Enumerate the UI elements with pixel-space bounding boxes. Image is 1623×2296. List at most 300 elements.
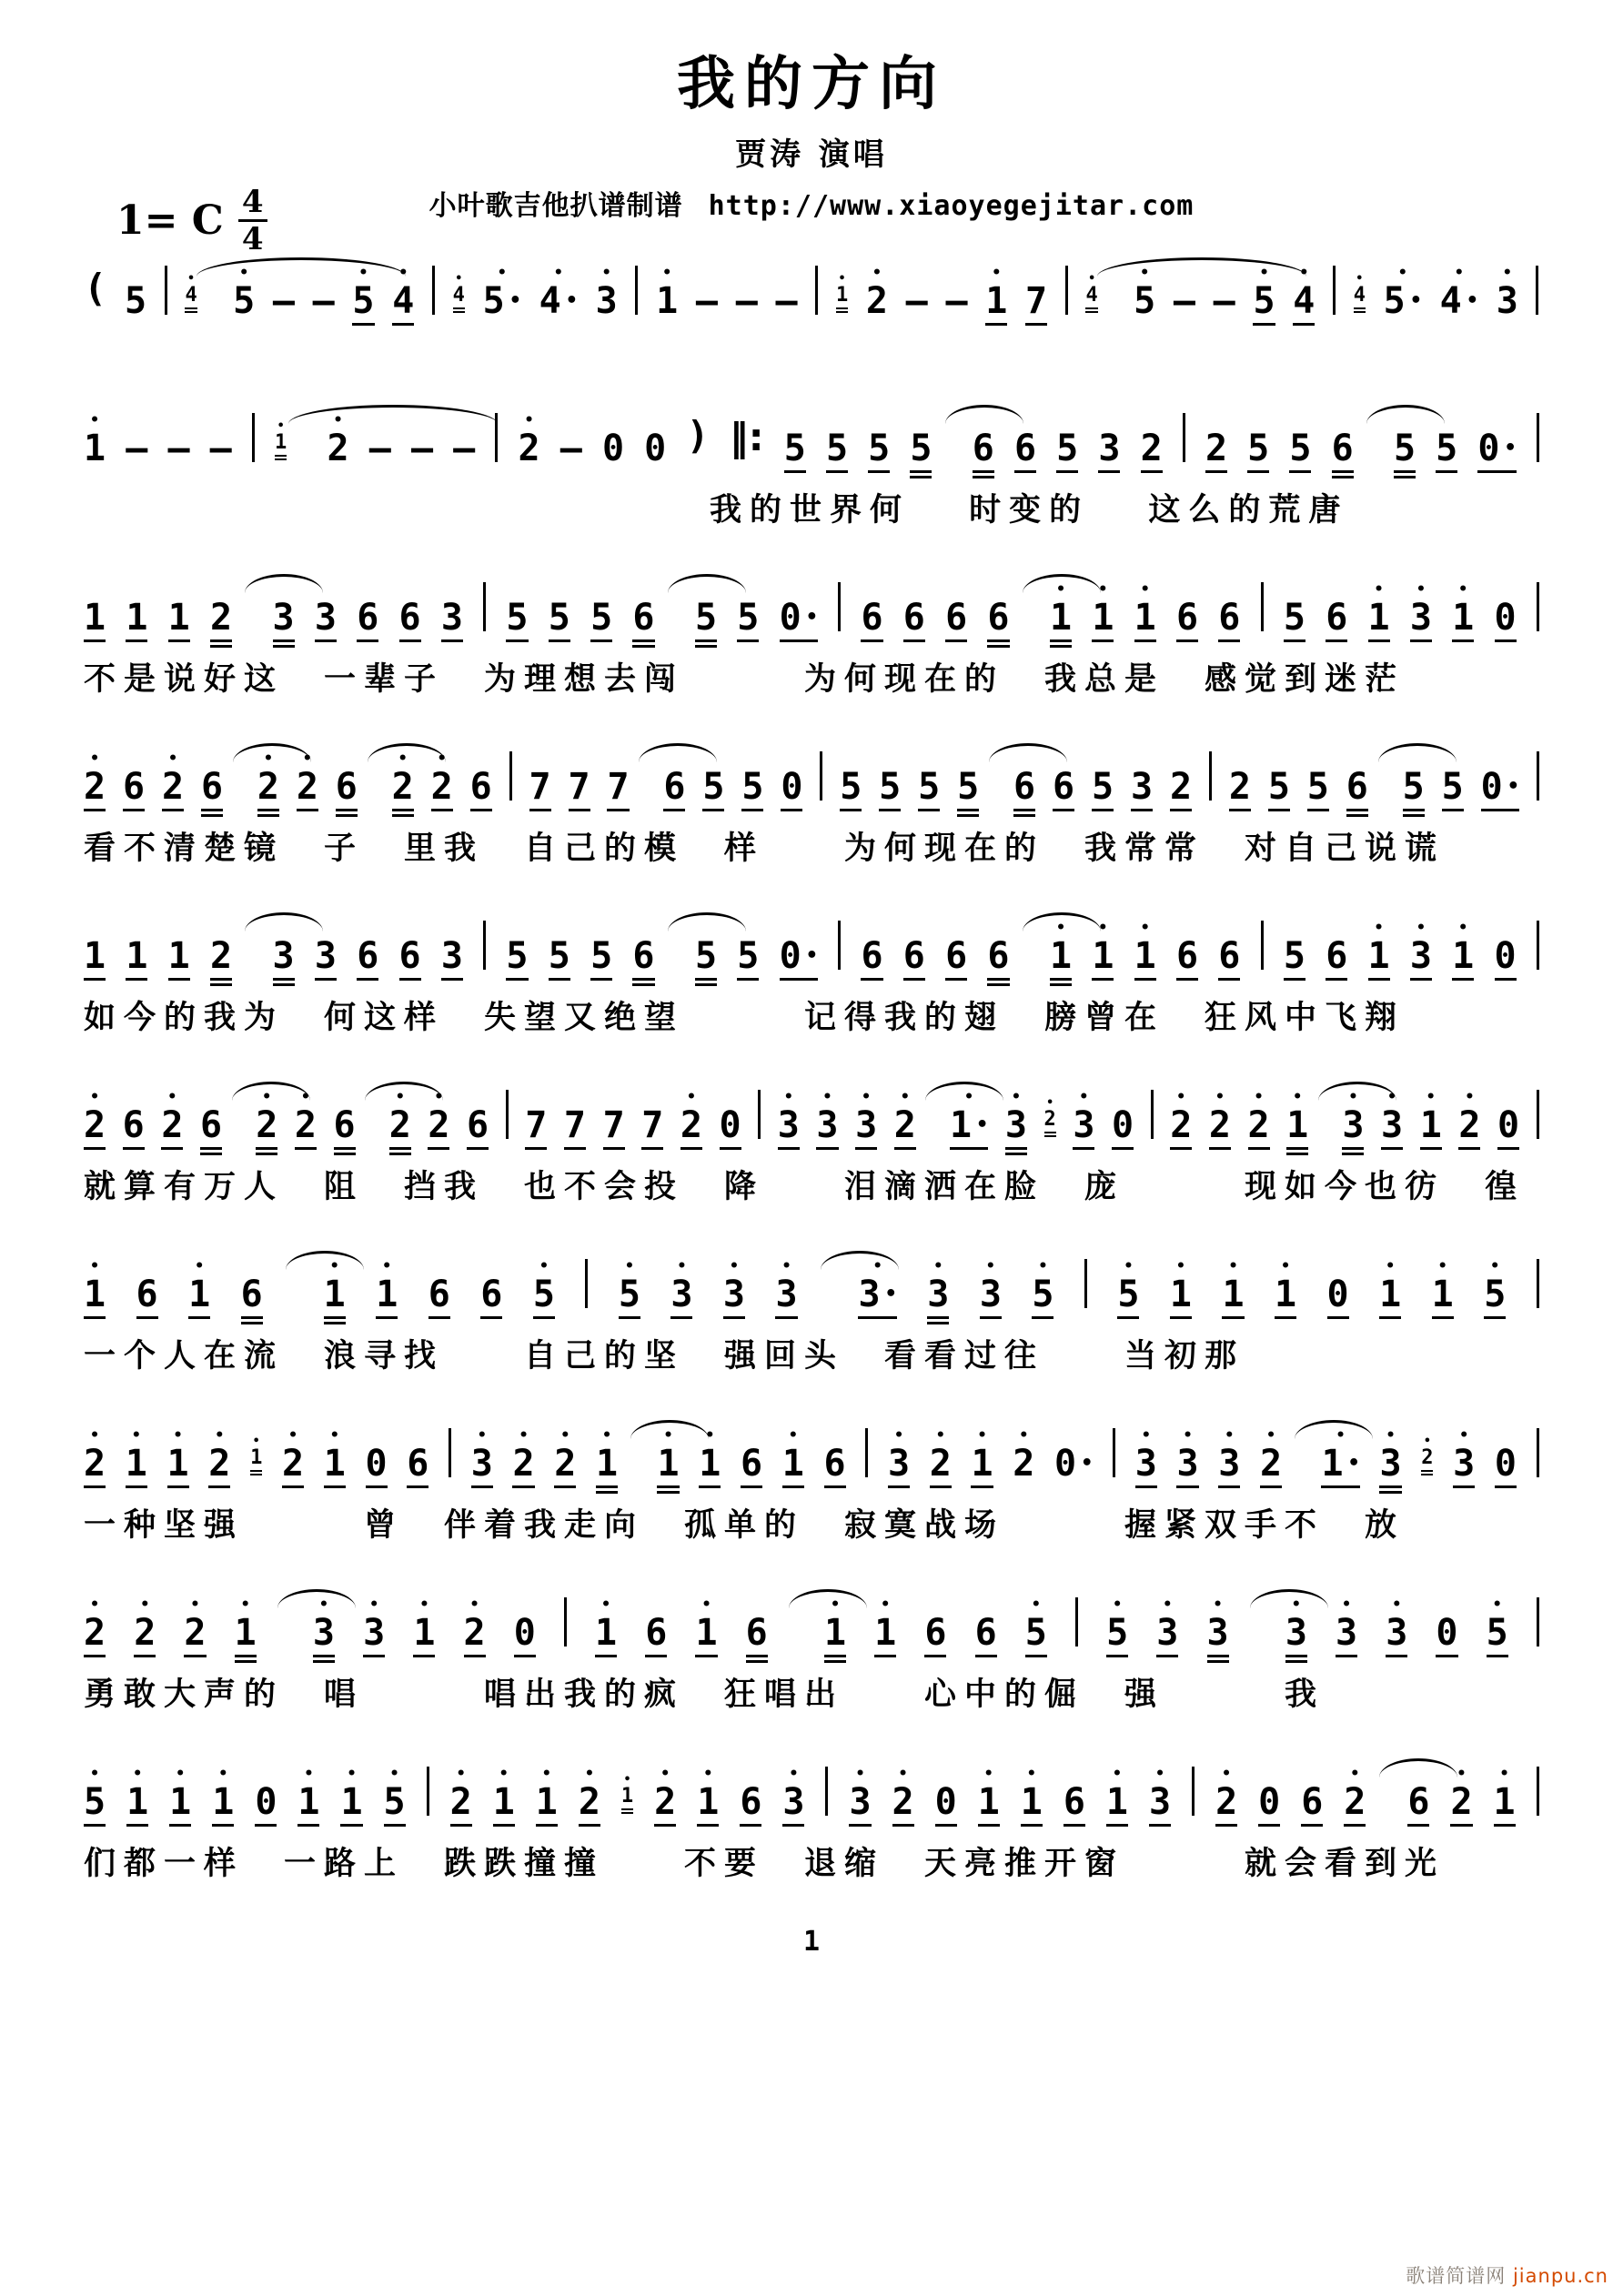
note xyxy=(720,1090,741,1158)
octave-dot: • xyxy=(893,1426,904,1445)
note xyxy=(1025,266,1047,334)
note-digit: 1 xyxy=(340,1781,363,1823)
note xyxy=(84,1090,106,1158)
note-digit: 1 xyxy=(596,1443,619,1485)
octave-dot: • xyxy=(1078,1088,1089,1106)
underline xyxy=(849,1824,871,1827)
underline xyxy=(824,1485,846,1488)
octave-dot: • xyxy=(186,272,196,286)
notation-row xyxy=(84,741,1539,820)
underline xyxy=(927,1316,949,1319)
note xyxy=(1248,1090,1270,1158)
underline-group xyxy=(167,1485,189,1496)
note xyxy=(1436,413,1457,481)
underline xyxy=(392,809,414,811)
underline-group xyxy=(1170,809,1192,820)
note xyxy=(512,1428,534,1496)
note-digit: 0 • xyxy=(779,935,818,977)
note xyxy=(824,1428,846,1496)
octave-dot: • xyxy=(333,411,343,429)
note xyxy=(1092,582,1114,650)
note-digit: 5 xyxy=(879,766,902,808)
duration-dash: – xyxy=(559,428,582,469)
octave-dot: • xyxy=(418,1596,429,1614)
note-digit: 2 xyxy=(578,1781,600,1823)
underline xyxy=(334,1153,356,1155)
underline xyxy=(1354,311,1366,313)
underline-group xyxy=(324,1485,346,1496)
underline xyxy=(506,639,528,642)
note xyxy=(529,751,551,820)
underline-group xyxy=(866,323,888,334)
octave-dot: • xyxy=(702,1765,713,1783)
note xyxy=(1394,413,1416,481)
note xyxy=(328,413,349,481)
note-digit: 6 xyxy=(469,766,492,808)
underline xyxy=(1170,809,1192,811)
lyrics-row: 看不清楚镜 子 里我 自己的模 样 为何现在的 我常常 对自己说谎 xyxy=(84,831,1446,867)
note-digit: 2 xyxy=(1215,1781,1238,1823)
octave-dot: • xyxy=(872,264,882,282)
underline xyxy=(1381,1147,1403,1150)
note xyxy=(780,582,818,650)
note-digit: 5 xyxy=(352,280,375,322)
octave-dot: • xyxy=(1031,1596,1042,1614)
underline xyxy=(168,978,190,981)
note-digit: 3 xyxy=(777,1104,800,1146)
octave-dot: • xyxy=(175,1765,186,1783)
augmentation-dot: • xyxy=(1466,289,1479,312)
note xyxy=(464,1597,486,1666)
note xyxy=(376,1259,398,1327)
underline-group xyxy=(1379,1316,1401,1327)
underline xyxy=(607,809,629,811)
underline-group xyxy=(987,639,1009,650)
note-digit: 5 xyxy=(1393,428,1416,469)
note-digit: 3 xyxy=(670,1274,693,1315)
underline xyxy=(536,1824,558,1827)
note xyxy=(1386,1597,1407,1666)
note-digit: 6 xyxy=(335,766,358,808)
note-digit: 2 xyxy=(518,428,540,469)
underline-group xyxy=(1432,1316,1454,1327)
note xyxy=(519,413,540,481)
underline xyxy=(84,809,106,811)
underline xyxy=(836,307,848,309)
octave-dot: • xyxy=(872,1257,883,1275)
watermark-site-name: 歌谱简谱网 xyxy=(1406,2265,1507,2287)
underline xyxy=(1407,1824,1429,1827)
note-digit: 3 xyxy=(1336,1612,1358,1654)
note-digit: 2 xyxy=(430,766,453,808)
octave-dot: • xyxy=(788,1426,799,1445)
underline xyxy=(1497,1147,1519,1150)
underline xyxy=(241,1316,263,1319)
barline xyxy=(1084,1259,1087,1308)
note-digit: 3 xyxy=(1218,1443,1241,1485)
underline xyxy=(861,978,882,981)
underline xyxy=(879,809,901,811)
underline xyxy=(1484,1316,1506,1319)
lyrics-row: 就算有万人 阻 挡我 也不会投 降 泪滴洒在脸 庞 现如今也彷 徨 xyxy=(84,1169,1526,1205)
underline-group xyxy=(1301,1824,1323,1835)
note-digit: 6 xyxy=(428,1274,450,1315)
note xyxy=(471,1428,493,1496)
underline-group xyxy=(1450,1824,1472,1835)
note xyxy=(1407,1767,1429,1835)
note-digit: 5 xyxy=(1484,1274,1507,1315)
underline-group xyxy=(1284,978,1305,989)
barline xyxy=(252,413,255,462)
note xyxy=(927,1259,949,1327)
underline-group xyxy=(210,978,232,989)
underline xyxy=(918,809,940,811)
underline-group xyxy=(1275,1316,1296,1327)
underline xyxy=(1477,470,1516,473)
note-digit: 1 xyxy=(323,1443,346,1485)
note xyxy=(697,1767,719,1835)
underline xyxy=(1354,307,1366,309)
note xyxy=(1336,1597,1357,1666)
underline xyxy=(1247,470,1269,473)
duration-dash: – xyxy=(312,280,335,322)
note xyxy=(632,582,654,650)
underline-group xyxy=(1384,323,1422,334)
note-digit: 0 xyxy=(1436,1612,1458,1654)
note xyxy=(208,1428,230,1496)
notation-row xyxy=(84,256,1539,334)
note xyxy=(1368,921,1390,989)
note-digit: 2 xyxy=(1458,1104,1481,1146)
note xyxy=(1170,1259,1192,1327)
underline xyxy=(136,1316,158,1319)
note xyxy=(210,582,232,650)
barline xyxy=(635,266,638,315)
time-signature xyxy=(238,186,267,255)
note xyxy=(903,582,925,650)
underline-group xyxy=(1258,1824,1280,1835)
underline-group xyxy=(644,470,666,481)
octave-dot: • xyxy=(1141,1426,1152,1445)
note xyxy=(824,1597,846,1666)
underline-group xyxy=(1050,639,1072,650)
octave-dot: • xyxy=(1492,1596,1503,1614)
octave-dot: • xyxy=(167,750,178,768)
note xyxy=(1112,1090,1134,1158)
underline-group xyxy=(1176,1485,1198,1496)
underline-group xyxy=(1494,1824,1516,1835)
underline-group xyxy=(564,1147,586,1158)
note xyxy=(200,1090,222,1158)
note-digit: 0 xyxy=(1326,1274,1349,1315)
underline xyxy=(1253,323,1275,326)
note-digit: 4 xyxy=(1353,284,1366,307)
note-digit: 3 xyxy=(1342,1104,1365,1146)
underline xyxy=(1170,1147,1192,1150)
underline-group xyxy=(1205,470,1227,481)
note xyxy=(1342,1090,1364,1158)
note-digit: 6 xyxy=(663,766,686,808)
underline xyxy=(1005,1153,1027,1155)
note-digit: 5 xyxy=(124,280,147,322)
underline xyxy=(1106,1655,1128,1657)
underline-group xyxy=(241,1316,263,1327)
octave-dot: • xyxy=(477,1426,488,1445)
underline-group xyxy=(376,1316,398,1327)
underline-group xyxy=(389,1147,411,1158)
octave-dot: • xyxy=(499,1765,509,1783)
note-digit: 2 xyxy=(281,1443,305,1485)
underline-group xyxy=(1253,323,1275,334)
note-digit: 3 xyxy=(272,935,295,977)
underline xyxy=(1289,470,1311,473)
octave-dot: • xyxy=(1259,264,1269,282)
underline xyxy=(1494,1824,1516,1827)
underline-group xyxy=(514,1655,536,1666)
note-digit: 3 xyxy=(775,1274,798,1315)
note-digit: 5 xyxy=(694,597,718,639)
note-digit: 1 xyxy=(1452,935,1475,977)
underline xyxy=(824,1660,846,1663)
underline-group xyxy=(1440,323,1478,334)
underline-group xyxy=(670,1316,692,1327)
note xyxy=(1289,413,1311,481)
underline xyxy=(874,1655,896,1657)
page-number: 1 xyxy=(802,1926,821,1958)
note-digit: 2 xyxy=(1450,1781,1473,1823)
underline-group xyxy=(169,1824,191,1835)
underline-group xyxy=(1354,307,1366,314)
octave-dot: • xyxy=(1123,1257,1134,1275)
underline-group xyxy=(1025,323,1047,334)
underline-group xyxy=(1005,1147,1027,1158)
octave-dot: • xyxy=(1183,1426,1193,1445)
underline-group xyxy=(428,1147,449,1158)
barline xyxy=(1151,1090,1154,1139)
underline xyxy=(980,1316,1002,1319)
underline-group xyxy=(1176,978,1198,989)
underline-group xyxy=(621,1808,633,1815)
underline-group xyxy=(720,1147,741,1158)
notation-row xyxy=(84,1249,1539,1327)
underline xyxy=(84,1147,106,1150)
underline xyxy=(621,1812,633,1814)
lyrics-row: 一种坚强 曾 伴着我走向 孤单的 寂寞战场 握紧双手不 放 xyxy=(84,1507,1406,1544)
note-digit: 1 xyxy=(1286,1104,1309,1146)
underline xyxy=(596,1491,618,1494)
note-digit: 3 xyxy=(1098,428,1121,469)
note-digit: 6 xyxy=(1013,428,1037,469)
note-digit: 6 xyxy=(407,1443,429,1485)
underline xyxy=(208,1485,230,1488)
note xyxy=(1176,582,1198,650)
octave-dot: • xyxy=(601,264,612,282)
note-digit: 1 xyxy=(695,1612,718,1654)
note xyxy=(84,582,106,650)
score xyxy=(0,223,1623,1884)
barline xyxy=(1537,582,1539,631)
underline xyxy=(569,809,590,811)
note xyxy=(741,1428,762,1496)
underline xyxy=(1207,1655,1229,1657)
octave-dot: • xyxy=(539,1257,549,1275)
underline xyxy=(1368,639,1390,642)
note-digit: 3 xyxy=(312,1612,336,1654)
octave-dot: • xyxy=(139,1596,150,1614)
barline xyxy=(506,1090,509,1139)
augmentation-dot: • xyxy=(1409,289,1422,312)
note-digit: 1 xyxy=(1275,1274,1297,1315)
note xyxy=(1450,1767,1472,1835)
octave-dot: • xyxy=(704,1426,715,1445)
note-digit: 6 xyxy=(1407,1781,1430,1823)
note-digit: 5 xyxy=(1056,428,1079,469)
underline xyxy=(84,978,106,981)
note-digit: 1 xyxy=(535,1781,558,1823)
note xyxy=(431,751,453,820)
underline xyxy=(894,1147,916,1150)
underline xyxy=(275,455,287,457)
note-digit: 6 xyxy=(924,1612,947,1654)
note xyxy=(1379,1428,1401,1496)
grace-note xyxy=(185,274,197,314)
note-digit: 3 xyxy=(1381,1104,1404,1146)
octave-dot: • xyxy=(624,1257,635,1275)
note xyxy=(1275,1259,1296,1327)
underline-group xyxy=(188,1316,210,1327)
underline xyxy=(1268,809,1290,811)
note xyxy=(273,921,295,989)
note xyxy=(1495,921,1517,989)
octave-dot: • xyxy=(347,1765,357,1783)
underline xyxy=(1135,1485,1157,1488)
note xyxy=(315,582,337,650)
underline xyxy=(514,1655,536,1657)
note-digit: 1 xyxy=(823,1612,847,1654)
note xyxy=(826,413,848,481)
underline xyxy=(1453,1485,1475,1488)
octave-dot: • xyxy=(89,1426,100,1445)
note xyxy=(357,921,378,989)
underline xyxy=(910,476,932,478)
underline xyxy=(836,311,848,313)
note xyxy=(910,413,932,481)
underline-group xyxy=(334,1147,356,1158)
underline-group xyxy=(840,809,862,820)
underline xyxy=(603,1147,625,1150)
note xyxy=(201,751,223,820)
duration-dash: – xyxy=(453,428,476,469)
augmentation-dot: • xyxy=(509,289,521,312)
note xyxy=(1284,921,1305,989)
octave-dot: • xyxy=(600,1596,611,1614)
underline xyxy=(1442,809,1464,811)
note xyxy=(778,1090,800,1158)
note xyxy=(1215,1767,1237,1835)
underline-group xyxy=(1379,1485,1401,1496)
note xyxy=(161,1090,183,1158)
underline xyxy=(84,639,106,642)
note xyxy=(1205,413,1227,481)
octave-dot: • xyxy=(173,1426,184,1445)
music-line-8 xyxy=(84,1418,1539,1546)
underline-group xyxy=(1112,1147,1134,1158)
note xyxy=(1222,1259,1244,1327)
note xyxy=(1134,582,1156,650)
octave-dot: • xyxy=(1336,1426,1346,1445)
underline-group xyxy=(1106,1655,1128,1666)
underline-group xyxy=(861,978,882,989)
barline xyxy=(165,266,167,315)
note xyxy=(1218,1428,1240,1496)
note xyxy=(407,1428,428,1496)
underline xyxy=(1386,1655,1407,1657)
octave-dot: • xyxy=(686,1088,697,1106)
underline xyxy=(741,809,763,811)
octave-dot: • xyxy=(1228,1257,1238,1275)
note xyxy=(256,1090,277,1158)
octave-dot: • xyxy=(1175,1257,1186,1275)
underline xyxy=(975,1655,997,1657)
note-digit: 2 xyxy=(1421,1446,1434,1469)
underline xyxy=(256,1147,277,1150)
note xyxy=(1436,1597,1457,1666)
note-digit: 6 xyxy=(972,428,994,469)
note xyxy=(596,1428,618,1496)
note xyxy=(1050,582,1072,650)
music-line-3 xyxy=(84,572,1539,700)
note xyxy=(84,1259,106,1327)
underline-group xyxy=(987,978,1009,989)
note-digit: 0 xyxy=(513,1612,536,1654)
octave-dot: • xyxy=(131,1426,142,1445)
note xyxy=(596,266,618,334)
note-digit: 1 xyxy=(985,280,1008,322)
octave-dot: • xyxy=(1221,1765,1232,1783)
note xyxy=(1284,582,1305,650)
underline-group xyxy=(352,323,374,334)
watermark-site-link[interactable]: jianpu.cn xyxy=(1512,2265,1608,2287)
note-digit: 0 xyxy=(255,1781,277,1823)
underline xyxy=(1025,1655,1047,1657)
underline xyxy=(84,1655,106,1657)
underline-group xyxy=(1284,639,1305,650)
octave-dot: • xyxy=(217,1765,228,1783)
note xyxy=(366,1428,388,1496)
underline-group xyxy=(357,639,378,650)
underline xyxy=(315,978,337,981)
credit-url: http://www.xiaoyegejitar.com xyxy=(708,190,1195,222)
octave-dot: • xyxy=(329,1257,340,1275)
octave-dot: • xyxy=(985,1257,996,1275)
underline xyxy=(357,978,378,981)
barline xyxy=(820,751,822,801)
underline xyxy=(590,978,612,981)
note xyxy=(126,1767,148,1835)
underline-group xyxy=(607,809,629,820)
underline-group xyxy=(945,978,967,989)
underline xyxy=(1248,1147,1270,1150)
underline-group xyxy=(695,1655,717,1666)
underline-group xyxy=(1013,809,1035,820)
underline xyxy=(1421,1474,1433,1475)
octave-dot: • xyxy=(1416,580,1426,599)
note xyxy=(257,751,279,820)
note-digit: 2 xyxy=(512,1443,535,1485)
underline xyxy=(1092,809,1114,811)
octave-dot: • xyxy=(1140,580,1151,599)
underline-group xyxy=(1326,978,1347,989)
